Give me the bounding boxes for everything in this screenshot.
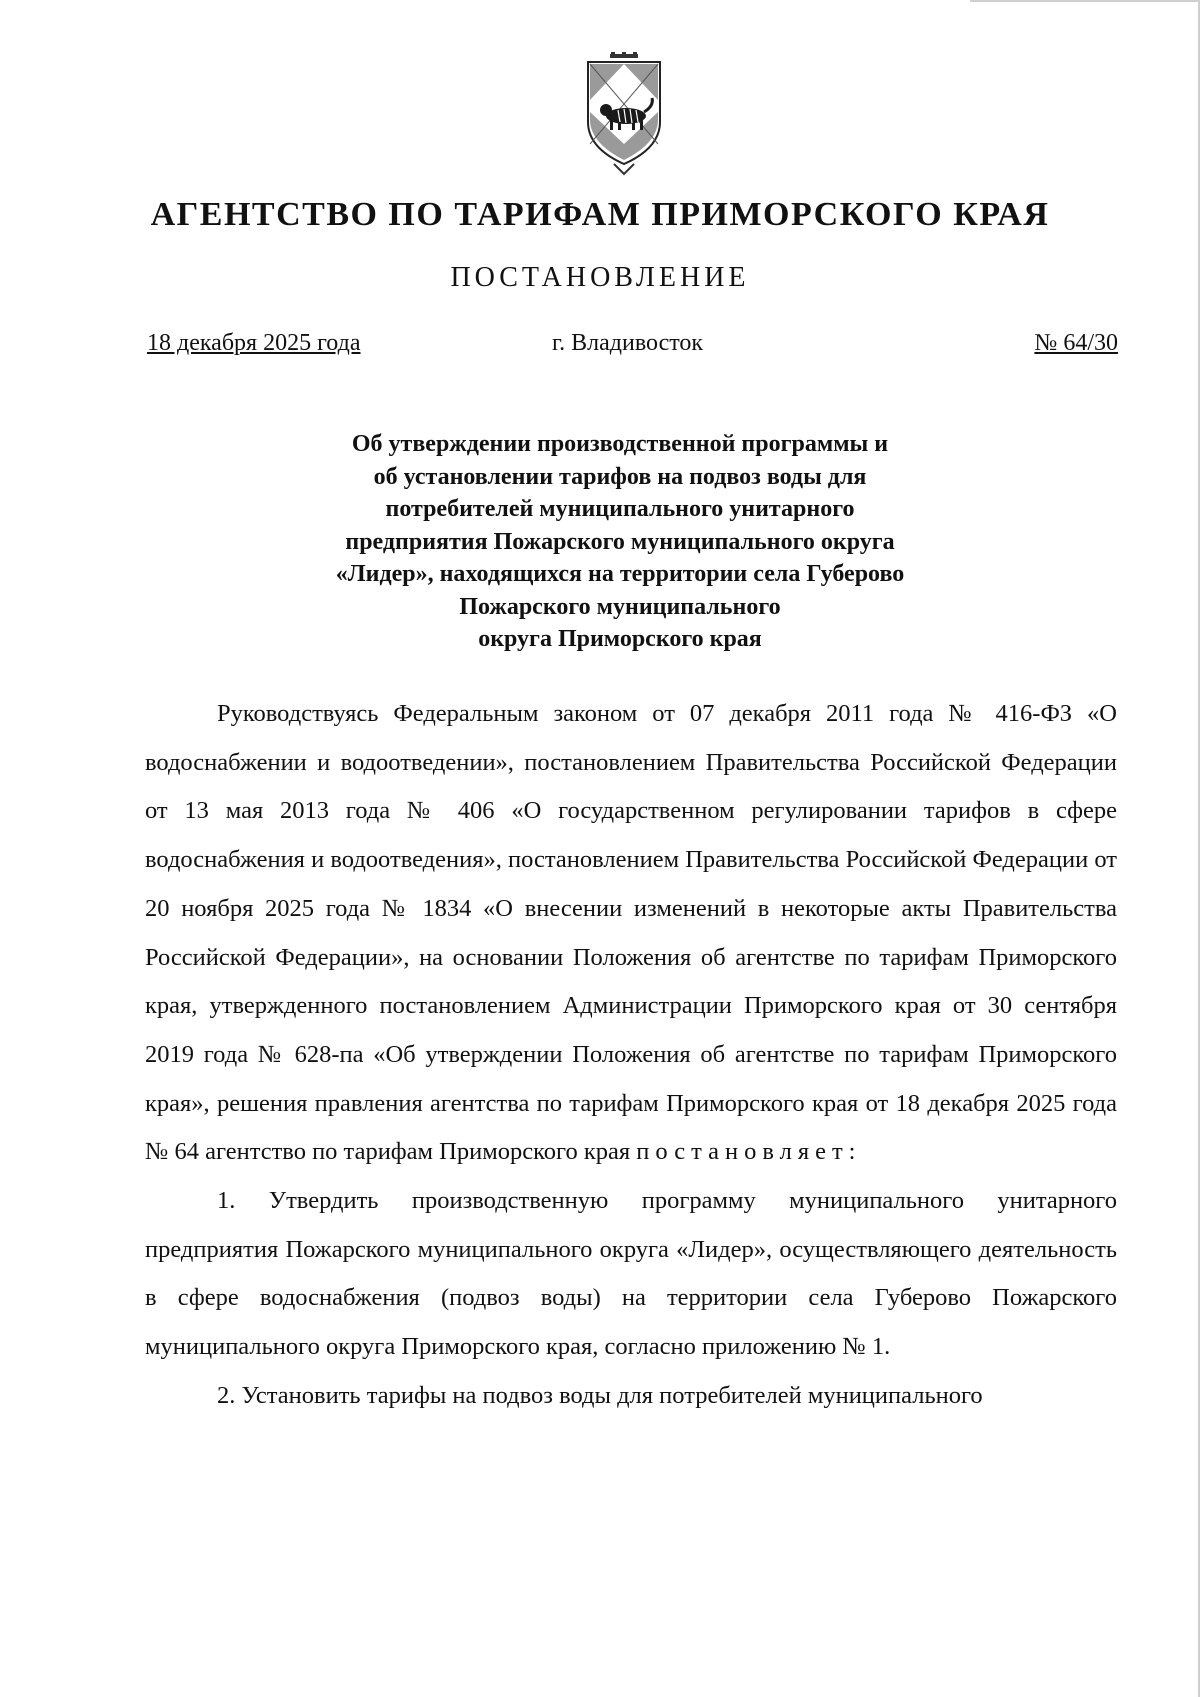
coat-of-arms-emblem	[584, 52, 664, 176]
page-edge-top	[970, 0, 1200, 2]
document-number: № 64/30	[1034, 330, 1118, 356]
title-line: потребителей муниципального унитарного	[385, 496, 855, 522]
item-2-paragraph: 2. Установить тарифы на подвоз воды для потребителей муниципального	[217, 1381, 983, 1409]
document-date: 18 декабря 2025 года	[147, 330, 361, 356]
document-type: ПОСТАНОВЛЕНИЕ	[450, 262, 750, 293]
agency-name: АГЕНТСТВО ПО ТАРИФАМ ПРИМОРСКОГО КРАЯ	[150, 196, 1050, 233]
title-line: Пожарского муниципального	[459, 593, 781, 620]
title-line: «Лидер», находящихся на территории села Губерово	[335, 561, 905, 587]
resolves-keyword: постановляет:	[636, 1138, 862, 1166]
preamble-text: Руководствуясь Федеральным законом от 07 декабря 2011 года № 416-ФЗ «О водоснабжении и водоотведении», постановлением Правительства Российской Федерации от 13 мая 2013 года № 406 «О государственном регулировании тарифов в сфере водоснабжения и водоотведения», постановлением Правительства Российской Федерации от 20 ноября 2025 года № 1834 «О внесении изменений в некоторые акты Правительства Российской Федерации», на основании Положения об агентстве по тарифам Приморского края, утвержденного постановлением Администрации Приморского края от 30 сентября 2019 года № 628-па «Об утверждении Положения об агентстве по тарифам Приморского края», решения правления агентства по тарифам Приморского края от 18 декабря 2025 года № 64 агентство по тарифам Приморского края	[145, 700, 1117, 1166]
title-line: об установлении тарифов на подвоз воды для	[373, 463, 867, 490]
title-line: Об утверждении производственной программы и	[351, 431, 889, 457]
document-title	[200, 428, 1040, 656]
document-body	[145, 690, 1117, 1421]
preamble-paragraph	[145, 690, 1117, 1177]
document-city: г. Владивосток	[552, 330, 704, 356]
item-1-paragraph: 1. Утвердить производственную программу муниципального унитарного предприятия Пожарского муниципального округа «Лидер», осуществляющего деятельность в сфере водоснабжения (подвоз воды) на территории села Губерово Пожарского муниципального округа Приморского края, согласно приложению № 1.	[145, 1187, 1117, 1361]
title-line: округа Приморского края	[478, 626, 762, 652]
title-line: предприятия Пожарского муниципального округа	[345, 528, 895, 555]
